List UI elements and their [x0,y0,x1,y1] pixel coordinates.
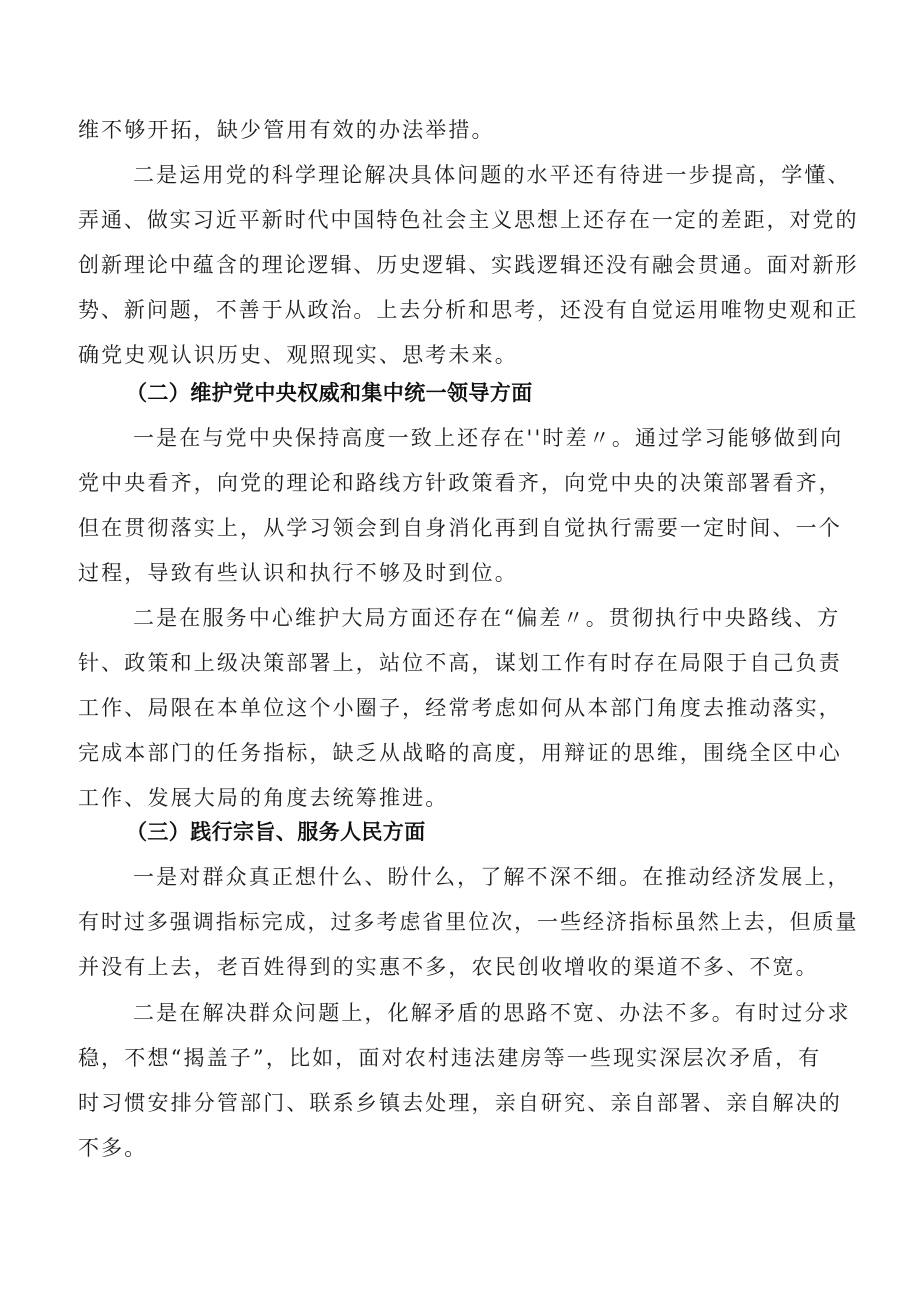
text-line: 完成本部门的任务指标，缺乏从战略的高度，用辩证的思维，围绕全区中心 [78,741,842,765]
text-line: 二是在服务中心维护大局方面还存在“偏差〃。贯彻执行中央路线、方 [133,606,841,630]
text-line: 弄通、做实习近平新时代中国特色社会主义思想上还存在一定的差距，对党的 [78,208,859,232]
text-line: 有时过多强调指标完成，过多考虑省里位次，一些经济指标虽然上去，但质量 [78,910,859,934]
text-line: 一是在与党中央保持高度一致上还存在''时差〃。通过学习能够做到向 [133,426,844,450]
text-line: 不多。 [78,1136,148,1160]
text-line: 工作、发展大局的角度去统筹推进。 [78,786,449,810]
text-line: 工作、局限在本单位这个小圈子，经常考虑如何从本部门角度去推动落实， [78,696,842,720]
text-line: 二是运用党的科学理论解决具体问题的水平还有待进一步提高，学懂、 [133,163,851,187]
text-line: 但在贯彻落实上，从学习领会到自身消化再到自觉执行需要一定时间、一个 [78,516,842,540]
text-line: 一是对群众真正想什么、盼什么，了解不深不细。在推动经济发展上， [133,865,851,889]
text-line: 时习惯安排分管部门、联系乡镇去处理，亲自研究、亲自部署、亲自解决的 [78,1091,842,1115]
section-heading-2: （二）维护党中央权威和集中统一领导方面 [126,381,533,405]
text-line: 势、新问题，不善于从政治。上去分析和思考，还没有自觉运用唯物史观和正 [78,298,859,322]
text-line: 稳，不想“揭盖子”，比如，面对农村违法建房等一些现实深层次矛盾，有 [78,1046,822,1070]
text-line: 创新理论中蕴含的理论逻辑、历史逻辑、实践逻辑还没有融会贯通。面对新形 [78,253,859,277]
text-line: 过程，导致有些认识和执行不够及时到位。 [78,561,518,585]
section-heading-3: （三）践行宗旨、服务人民方面 [126,820,426,844]
text-line: 针、政策和上级决策部署上，站位不高，谋划工作有时存在局限于自己负责 [78,651,842,675]
text-line: 二是在解决群众问题上，化解矛盾的思路不宽、办法不多。有时过分求 [133,1001,851,1025]
text-line: 维不够开拓，缺少管用有效的办法举措。 [78,118,495,142]
text-line: 党中央看齐，向党的理论和路线方针政策看齐，向党中央的决策部署看齐， [78,471,842,495]
text-line: 确党史观认识历史、观照现实、思考未来。 [78,343,518,367]
text-line: 并没有上去，老百姓得到的实惠不多，农民创收增收的渠道不多、不宽。 [78,955,819,979]
